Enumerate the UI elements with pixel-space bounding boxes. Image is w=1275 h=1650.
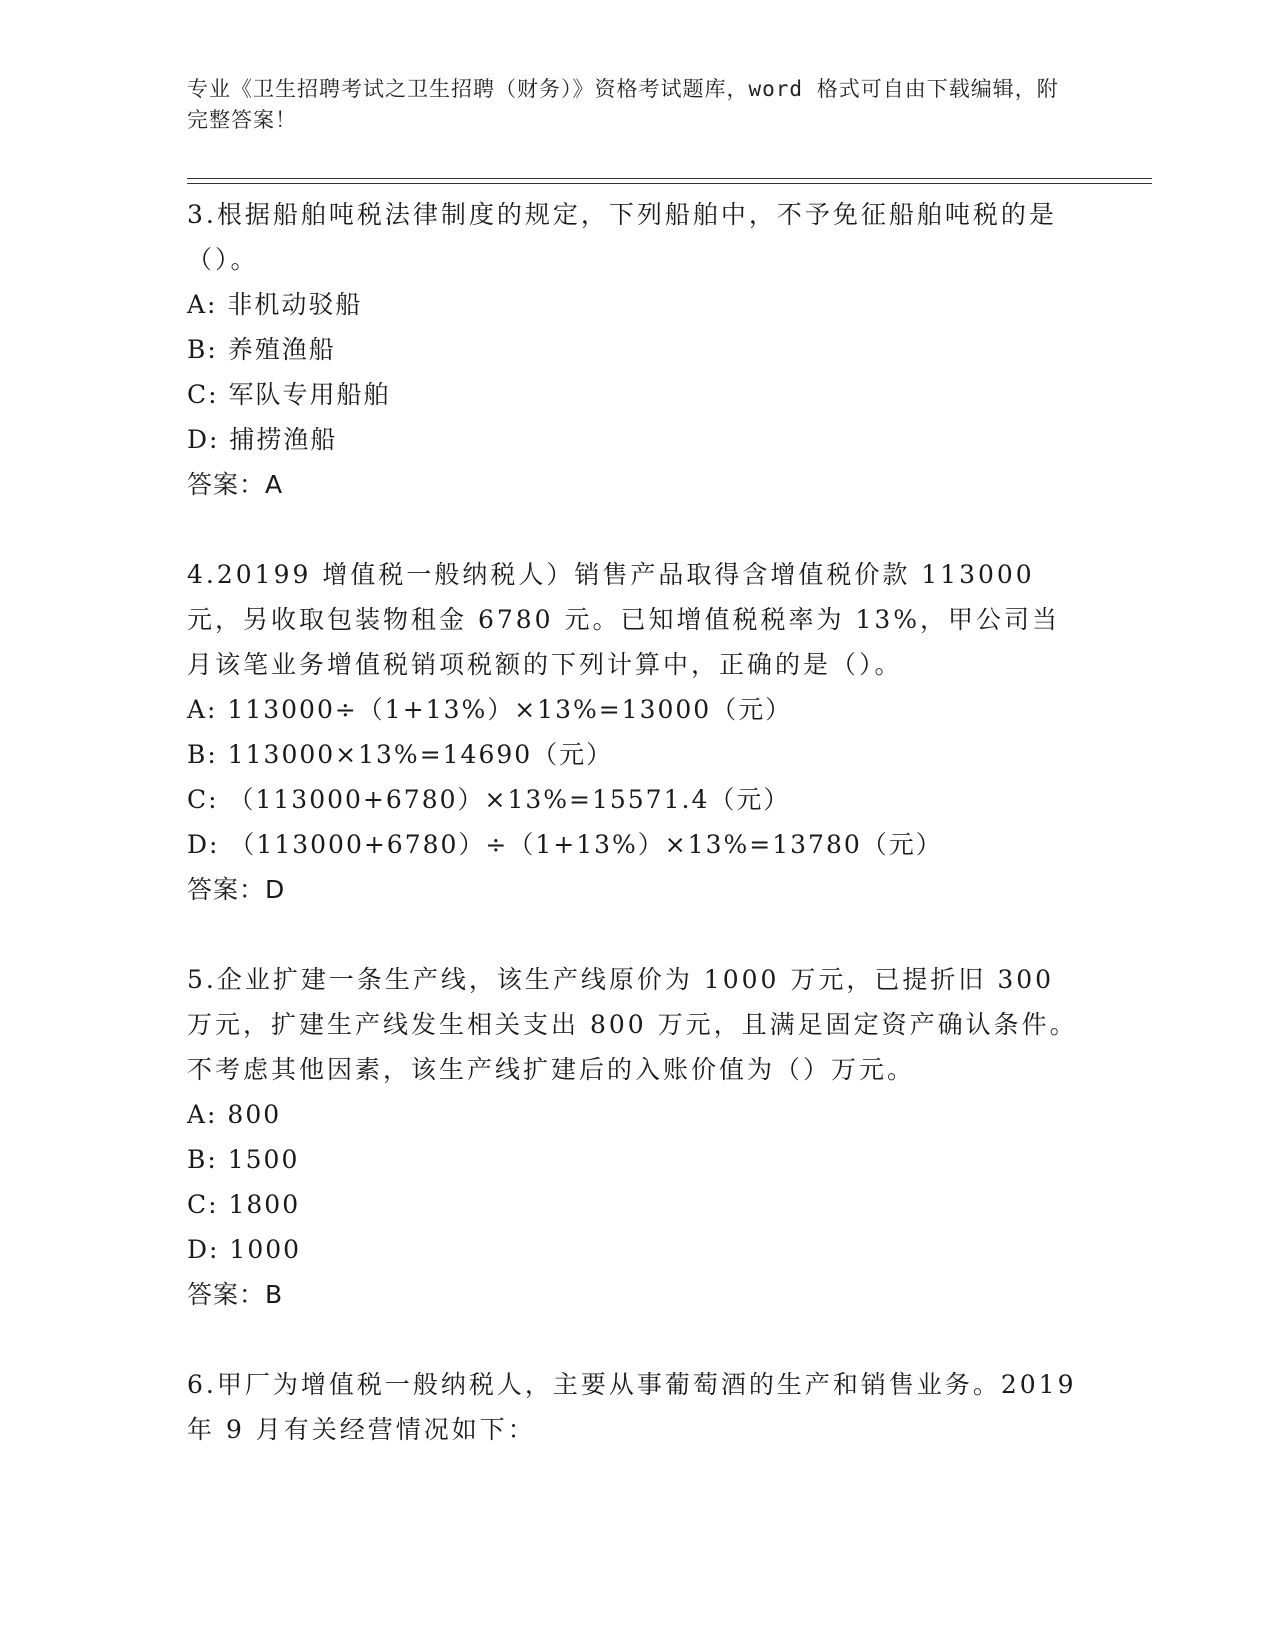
question-4 <box>187 552 1087 912</box>
option-c: C: 军队专用船舶 <box>187 380 391 409</box>
question-list <box>187 192 1087 1452</box>
question-text: 5.企业扩建一条生产线，该生产线原价为 1000 万元，已提折旧 300 万元，扩建生产线发生相关支出 800 万元，且满足固定资产确认条件。不考虑其他因素，该生产线扩建后的入账价值为（）万元。 <box>187 965 1078 1084</box>
question-6 <box>187 1362 1087 1452</box>
option-b: B: 养殖渔船 <box>187 335 336 364</box>
answer-label: 答案：D <box>187 875 286 904</box>
question-3 <box>187 192 1087 507</box>
option-c: C: 1800 <box>187 1190 301 1219</box>
option-a: A: 113000÷（1+13%）×13%=13000（元） <box>187 695 793 724</box>
option-b: B: 1500 <box>187 1145 300 1174</box>
option-a: A: 800 <box>187 1100 282 1129</box>
question-text: 6.甲厂为增值税一般纳税人，主要从事葡萄酒的生产和销售业务。2019 年 9 月有关经营情况如下： <box>187 1370 1077 1444</box>
question-text: 4.20199 增值税一般纳税人）销售产品取得含增值税价款 113000 元，另收取包装物租金 6780 元。已知增值税税率为 13%，甲公司当月该笔业务增值税销项税额的下列计算中，正确的是（）。 <box>187 560 1061 679</box>
option-d: D: 捕捞渔船 <box>187 425 338 454</box>
option-b: B: 113000×13%=14690（元） <box>187 740 614 769</box>
question-5 <box>187 957 1087 1317</box>
header-divider-top <box>187 178 1152 179</box>
option-d: D: 1000 <box>187 1235 302 1264</box>
answer-label: 答案：B <box>187 1280 284 1309</box>
option-c: C: （113000+6780）×13%=15571.4（元） <box>187 785 791 814</box>
question-text: 3.根据船舶吨税法律制度的规定，下列船舶中，不予免征船舶吨税的是（）。 <box>187 200 1057 274</box>
header-divider-bottom <box>187 183 1152 184</box>
option-a: A: 非机动驳船 <box>187 290 363 319</box>
answer-label: 答案：A <box>187 470 284 499</box>
option-d: D: （113000+6780）÷（1+13%）×13%=13780（元） <box>187 830 943 859</box>
document-header: 专业《卫生招聘考试之卫生招聘（财务）》资格考试题库，word 格式可自由下载编辑，附完整答案！ <box>187 77 1059 132</box>
